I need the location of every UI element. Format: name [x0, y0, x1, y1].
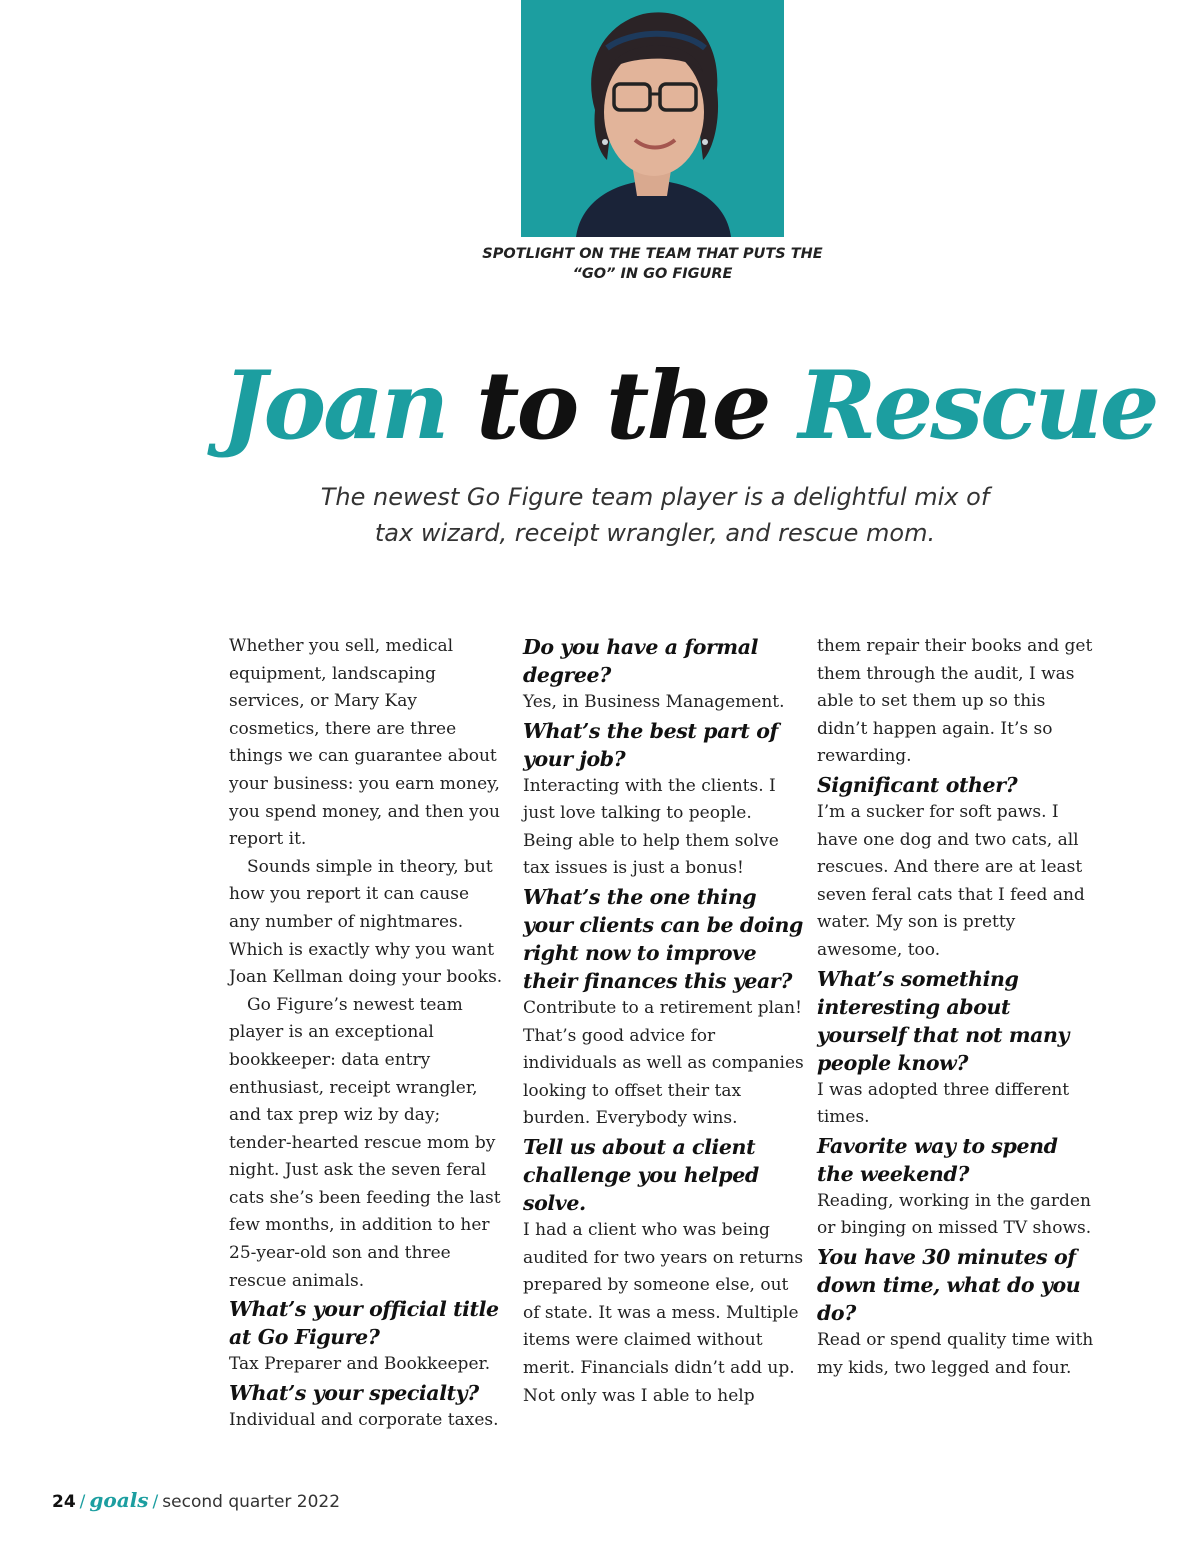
question-heading: You have 30 minutes of down time, what do you do?	[817, 1244, 1081, 1325]
answer-text: Tax Preparer and Bookkeeper.	[229, 1354, 491, 1375]
page-footer	[52, 1487, 340, 1515]
question-heading: What’s your specialty?	[229, 1380, 479, 1405]
question-heading: Tell us about a client challenge you helped solve.	[523, 1134, 759, 1215]
headline-name: Joan	[222, 351, 447, 461]
footer-divider: /	[79, 1492, 86, 1512]
answer-text: Individual and corporate taxes.	[229, 1409, 499, 1430]
question-heading: Do you have a formal degree?	[523, 635, 758, 687]
answer-text: Interacting with the clients. I just love talking to people. Being able to help them solve tax issues is just a bonus!	[523, 775, 779, 879]
headline	[222, 346, 1157, 466]
headline-rescue: Rescue	[798, 351, 1157, 461]
question-heading: What’s your official title at Go Figure?	[229, 1297, 499, 1350]
answer-text: I’m a sucker for soft paws. I have one dog and two cats, all rescues. And there are at least seven feral cats that I feed and water. My son is pretty awesome, too.	[817, 801, 1085, 960]
portrait-illustration	[521, 0, 784, 237]
headline-middle: to the	[476, 351, 769, 461]
answer-text: Yes, in Business Management.	[523, 692, 785, 712]
footer-divider: /	[152, 1492, 159, 1512]
photo-caption: SPOTLIGHT ON THE TEAM THAT PUTS THE “GO” IN GO FIGURE	[482, 246, 823, 282]
answer-text: Read or spend quality time with my kids, two legged and four.	[817, 1329, 1094, 1378]
question-heading: What’s the one thing your clients can be doing right now to improve their finances this year?	[523, 884, 803, 993]
question-heading: What’s something interesting about yourself that not many people know?	[817, 966, 1070, 1075]
answer-text: I was adopted three different times.	[817, 1079, 1070, 1128]
article-column-2	[523, 633, 806, 1410]
question-heading: What’s the best part of your job?	[523, 718, 778, 771]
page-number: 24	[52, 1492, 76, 1512]
question-heading: Significant other?	[817, 772, 1018, 797]
portrait-photo	[521, 0, 784, 237]
answer-text: I had a client who was being audited for two years on returns prepared by someone else, out of state. It was a mess. Multiple items were claimed without merit. Financials didn’t add up. Not only was I able to help	[523, 1219, 804, 1406]
question-heading: Favorite way to spend the weekend?	[817, 1133, 1058, 1186]
answer-text: Contribute to a retirement plan! That’s good advice for individuals as well as companies looking to offset their tax burden. Everybody wins.	[523, 997, 804, 1129]
answer-text: Reading, working in the garden or binging on missed TV shows.	[817, 1190, 1092, 1239]
magazine-logo: goals	[89, 1488, 149, 1512]
article-column-1	[229, 633, 504, 1434]
subheadline-dek: The newest Go Figure team player is a delightful mix of tax wizard, receipt wrangler, and rescue mom.	[320, 483, 990, 547]
article-column-3	[817, 633, 1097, 1382]
issue-label: second quarter 2022	[162, 1492, 341, 1512]
intro-paragraph: Sounds simple in theory, but how you report it can cause any number of nightmares. Which is exactly why you want Joan Kellman doing your books.	[229, 856, 503, 988]
answer-continued-text: them repair their books and get them through the audit, I was able to set them up so this didn’t happen again. It’s so rewarding.	[817, 636, 1093, 767]
intro-paragraph: Go Figure’s newest team player is an exceptional bookkeeper: data entry enthusiast, receipt wrangler, and tax prep wiz by day; tender-hearted rescue mom by night. Just ask the seven feral cats she’s been feeding the last few months, in addition to her 25-year-old son and three rescue animals.	[229, 994, 501, 1291]
intro-paragraph: Whether you sell, medical equipment, landscaping services, or Mary Kay cosmetics, there are three things we can guarantee about your business: you earn money, you spend money, and then you report it.	[229, 636, 500, 850]
